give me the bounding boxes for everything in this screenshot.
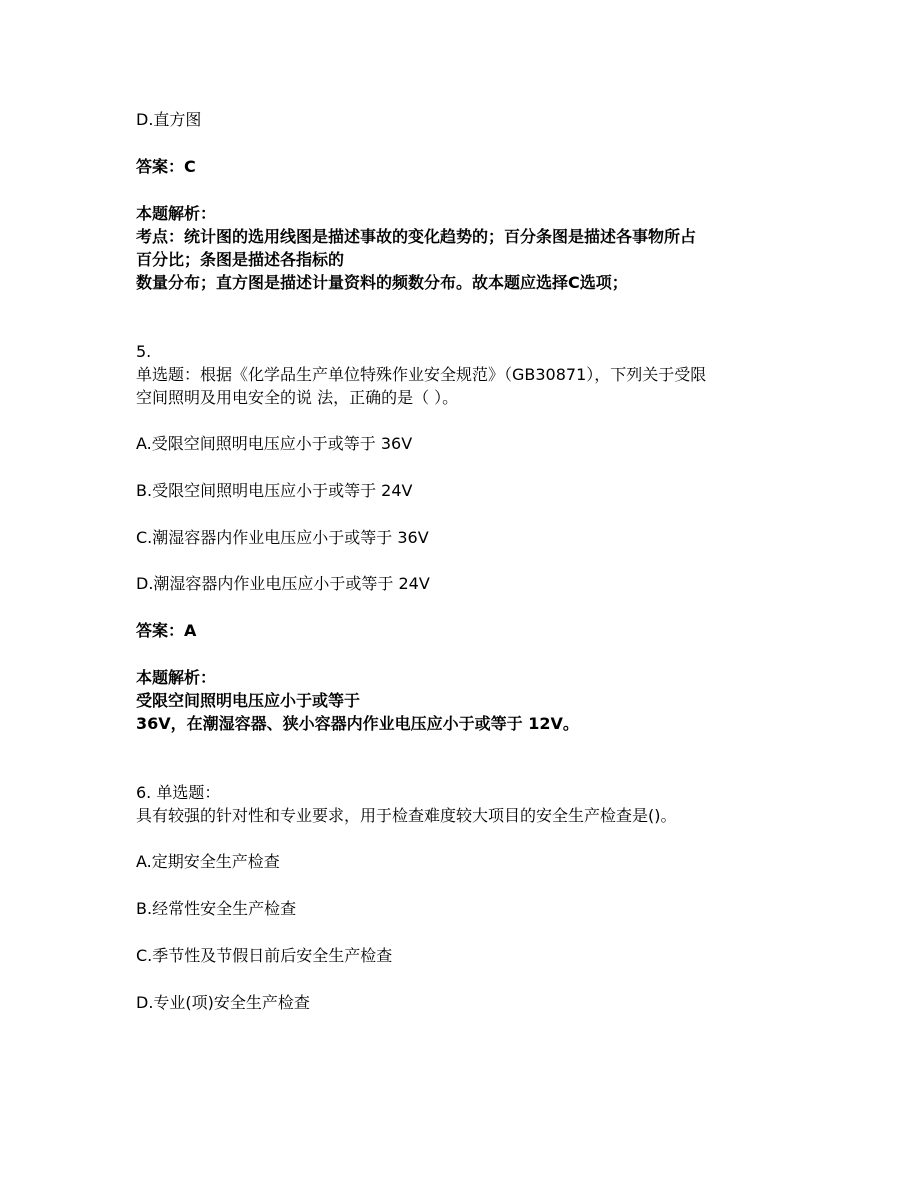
q5-number: 5. <box>136 342 152 361</box>
q5-analysis-line: 受限空间照明电压应小于或等于 <box>136 691 361 710</box>
q4-analysis-line: 百分比；条图是描述各指标的 <box>136 250 345 269</box>
q5-option-d: D.潮湿容器内作业电压应小于或等于 24V <box>136 574 430 593</box>
q6-option-d: D.专业(项)安全生产检查 <box>136 993 310 1012</box>
q5-stem-line: 空间照明及用电安全的说 法，正确的是（ ）。 <box>136 388 459 407</box>
q4-analysis-title: 本题解析： <box>136 204 217 223</box>
q6-option-b: B.经常性安全生产检查 <box>136 899 297 918</box>
q4-analysis-line: 考点：统计图的选用线图是描述事故的变化趋势的；百分条图是描述各事物所占 <box>136 227 697 246</box>
q5-option-c: C.潮湿容器内作业电压应小于或等于 36V <box>136 528 429 547</box>
q5-stem-line: 单选题：根据《化学品生产单位特殊作业安全规范》（GB30871），下列关于受限 <box>136 365 707 384</box>
q6-option-c: C.季节性及节假日前后安全生产检查 <box>136 946 393 965</box>
q5-analysis-title: 本题解析： <box>136 668 217 687</box>
q6-header: 6. 单选题： <box>136 783 221 802</box>
q4-option-d: D.直方图 <box>136 110 202 129</box>
q4-analysis-line: 数量分布；直方图是描述计量资料的频数分布。故本题应选择C选项； <box>136 273 628 292</box>
q6-stem: 具有较强的针对性和专业要求，用于检查难度较大项目的安全生产检查是()。 <box>136 806 677 825</box>
q5-option-b: B.受限空间照明电压应小于或等于 24V <box>136 481 413 500</box>
q5-analysis-line: 36V，在潮湿容器、狭小容器内作业电压应小于或等于 12V。 <box>136 714 579 733</box>
q6-option-a: A.定期安全生产检查 <box>136 852 280 871</box>
q4-answer: 答案：C <box>136 157 196 176</box>
q5-option-a: A.受限空间照明电压应小于或等于 36V <box>136 434 413 453</box>
q5-answer: 答案：A <box>136 621 197 640</box>
